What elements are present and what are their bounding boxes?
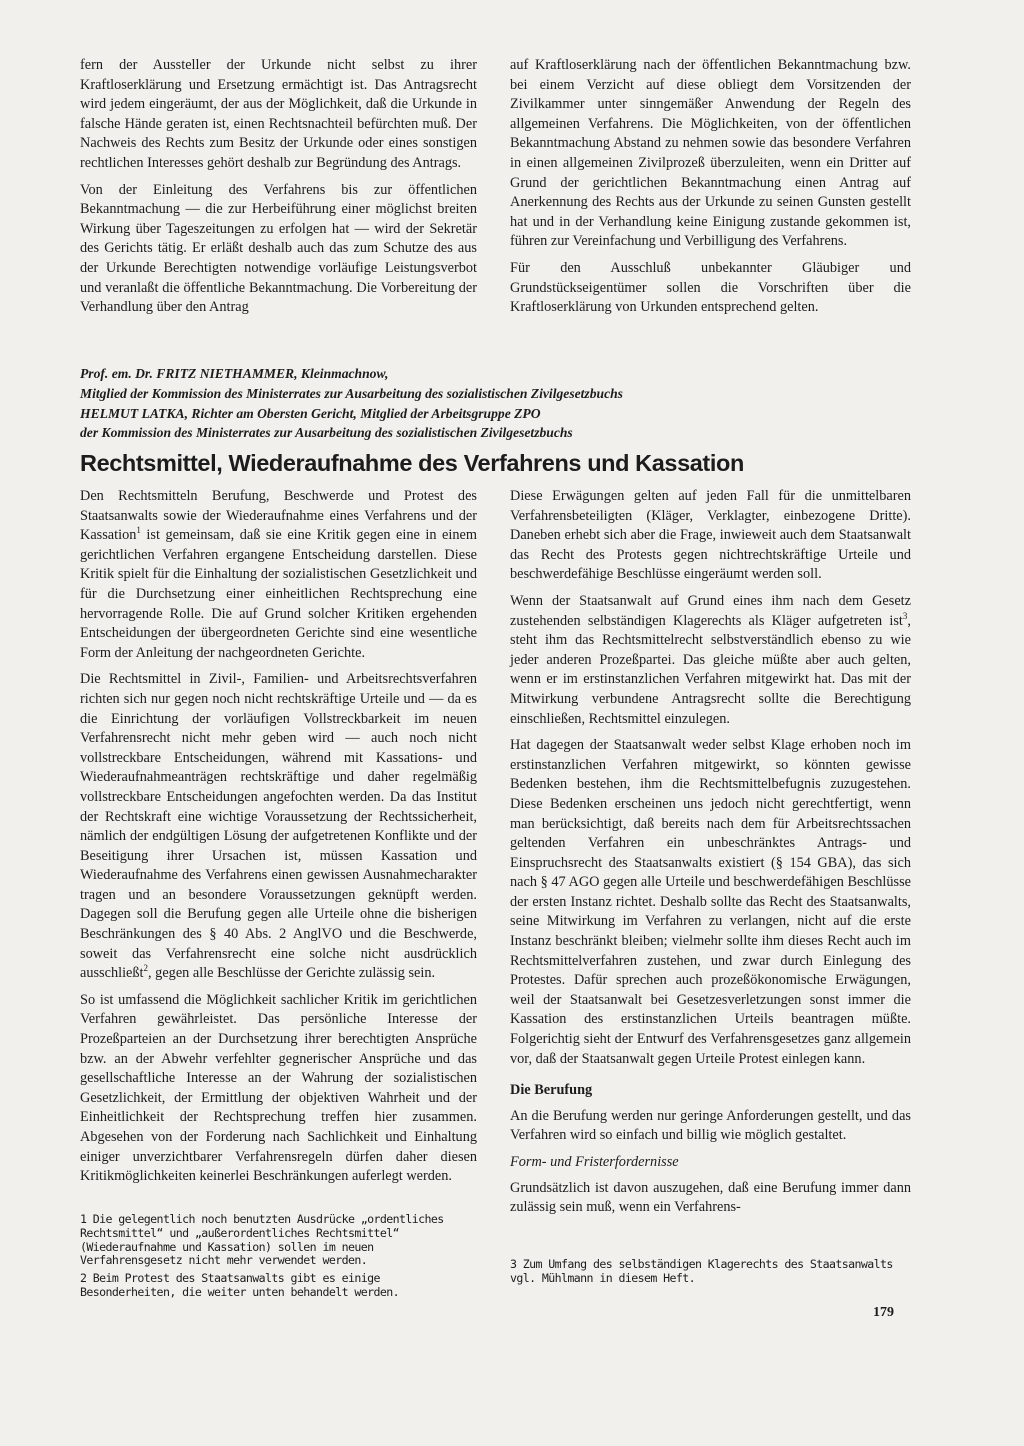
paragraph: Von der Einleitung des Verfahrens bis zur öffentlichen Bekanntmachung — die zur Herbeiführung einer möglichst breiten Wirkung über Tageszeitungen zu erfolgen hat — wird der Sekretär des Gerichts tätig. Er erläßt deshalb auch das zum Schutze des aus der Urkunde Berechtigten notwendige vorläufige Leistungsverbot und veranlaßt die öffentliche Bekanntmachung. Die Vorbereitung der Verhandlung über den Antrag xyxy=(80,181,477,316)
footnote-ref: 2 xyxy=(143,963,149,974)
paragraph: An die Berufung werden nur geringe Anforderungen gestellt, und das Verfahren wird so einfach und billig wie möglich gestaltet. xyxy=(510,1107,911,1144)
author-line: der Kommission des Ministerrates zur Ausarbeitung des sozialistischen Zivilgesetzbuchs xyxy=(80,425,573,441)
footnotes-left xyxy=(80,1213,477,1304)
paragraph xyxy=(80,670,477,984)
paragraph: auf Kraftloserklärung nach der öffentlichen Bekanntmachung bzw. bei einem Verzicht auf diese obliegt dem Vorsitzenden der Zivilkammer unter sinngemäßer Anwendung der Regeln des allgemeinen Verfahrens. Die Möglichkeiten, von der öffentlichen Bekanntmachung Abstand zu nehmen sowie das besondere Verfahren in einen allgemeinen Zivilprozeß überzuleiten, wenn ein Dritter auf Grund der gerichtlichen Bekanntmachung einen Antrag auf Anerkennung des Rechts aus der Urkunde zu seinen Gunsten gestellt hat und in der Verhandlung keine Einigung zustande gekommen ist, führen zur Vereinfachung und Verbilligung des Verfahrens. xyxy=(510,57,911,250)
paragraph xyxy=(80,487,477,663)
footnote-ref: 3 xyxy=(902,610,908,621)
text-run: , steht ihm das Rechtsmittelrecht selbstverständlich ebenso zu wie jeder anderen Prozeßpartei. Das gleiche müßte aber auch gelten, wenn er im erstinstanzlichen Verfahren mitgewirkt hat. Das mit der Mitwirkung verbundene Antragsrecht sollte die Berechtigung einschließen, Rechtsmittel einzulegen. xyxy=(510,612,911,727)
paragraph: fern der Aussteller der Urkunde nicht selbst zu ihrer Kraftloserklärung und Ersetzung ermächtigt ist. Das Antragsrecht wird jedem eingeräumt, der aus der Möglichkeit, daß die Urkunde in falsche Hände geraten ist, einen Rechtsnachteil befürchten muß. Der Nachweis des Rechts zum Besitz der Urkunde oder eines sonstigen rechtlichen Interesses gehört deshalb zur Begründung des Antrags. xyxy=(80,57,477,171)
text-run: Die Rechtsmittel in Zivil-, Familien- und Arbeitsrechtsverfahren richten sich nur gegen noch nicht rechtskräftige Urteile und — da es die Einrichtung der vorläufigen Vollstreckbarkeit im neuen Verfahrensrecht nicht mehr geben wird — auch noch nicht vollstreckbare Entscheidungen, während mit Kassations- und Wiederaufnahmeanträgen rechtskräftige und daher regelmäßig vollstreckbare Entscheidungen angefochten werden. Da das Institut der Rechtskraft eine wichtige Voraussetzung der Rechtssicherheit, nämlich der endgültigen Lösung der aufgetretenen Konflikte und der Beseitigung ihrer Ursachen ist, müssen Kassation und Wiederaufnahme des Verfahrens einen gewissen Ausnahmecharakter tragen und an besondere Voraussetzungen geknüpft werden. Dagegen soll die Berufung gegen alle Urteile ohne die bisherigen Beschränkungen des § 40 Abs. 2 AnglVO und die Beschwerde, soweit das Verfahrensrecht eine solche nicht ausdrücklich ausschließt xyxy=(80,671,477,982)
paragraph: So ist umfassend die Möglichkeit sachlicher Kritik im gerichtlichen Verfahren gewährleistet. Das persönliche Interesse der Prozeßparteien an der Durchsetzung ihrer berechtigten Ansprüche bzw. an der Abwehr verfehlter gegnerischer Ansprüche und das gesellschaftliche Interesse an der Wahrung der sozialistischen Gesetzlichkeit, der Ermittlung der objektiven Wahrheit und der Einheitlichkeit der Rechtsprechung treffen hier zusammen. Abgesehen von der Forderung nach Sachlichkeit und Einhaltung einiger unverzichtbarer Verfahrensregeln dürfen daher diesen Kritikmöglichkeiten keinerlei Beschränkungen auferlegt werden. xyxy=(80,991,477,1185)
top-right-column xyxy=(510,56,911,325)
paragraph: Für den Ausschluß unbekannter Gläubiger und Grundstückseigentümer sollen die Vorschriften über die Kraftloserklärung von Urkunden entsprechend gelten. xyxy=(510,259,911,316)
author-line: Mitglied der Kommission des Ministerrates zur Ausarbeitung des sozialistischen Zivilgesetzbuchs xyxy=(80,385,623,401)
author-line: HELMUT LATKA, Richter am Obersten Gericht, Mitglied der Arbeitsgruppe ZPO xyxy=(80,405,541,421)
subsection-heading: Form- und Fristerfordernisse xyxy=(510,1154,679,1170)
section-heading: Die Berufung xyxy=(510,1082,593,1099)
article-right-column xyxy=(510,487,911,1225)
article-title: Rechtsmittel, Wiederaufnahme des Verfahrens und Kassation xyxy=(80,450,744,476)
paragraph: Hat dagegen der Staatsanwalt weder selbst Klage erhoben noch im erstinstanzlichen Verfahren mitgewirkt, so könnten gewisse Bedenken bestehen, ihm die Rechtsmittelbefugnis zuzugestehen. Diese Bedenken erscheinen uns jedoch nicht gerechtfertigt, wenn man berücksichtigt, daß bereits nach dem für Arbeitsrechtssachen geltenden Verfahren ein unbeschränktes Antrags- und Einspruchsrecht des Staatsanwalts existiert (§ 154 GBA), das sich nach § 47 AGO gegen alle Urteile und beschwerdefähigen Beschlüsse der ersten Instanz richtet. Deshalb sollte das Recht des Staatsanwalts, seine Mitwirkung im Verfahren zu verlangen, nicht auf die erste Instanz beschränkt bleiben; vielmehr sollte ihm dieses Recht auch im Rechtsmittelverfahren zustehen, und zwar durch Einlegung des Protestes. Dafür sprechen auch prozeßökonomische Erwägungen, weil der Staatsanwalt bei Gesetzesverletzungen sonst immer die Kassation des erstinstanzlichen Urteils beantragen müßte. Folgerichtig sieht der Entwurf des Verfahrensgesetzes ganz allgemein vor, daß der Staatsanwalt gegen Urteile Protest einlegen kann. xyxy=(510,737,911,1067)
paragraph: Grundsätzlich ist davon auszugehen, daß eine Berufung immer dann zulässig sein muß, wenn ein Verfahrens- xyxy=(510,1179,911,1216)
footnote-ref: 1 xyxy=(136,525,141,536)
footnotes-right xyxy=(510,1258,911,1290)
footnote: 1 Die gelegentlich noch benutzten Ausdrücke „ordentliches Rechtsmittel“ und „außerordentliches Rechtsmittel“ (Wiederaufnahme und Kassation) sollen im neuen Verfahrensgesetz nicht mehr verwendet werden. xyxy=(80,1212,444,1268)
footnote: 3 Zum Umfang des selbständigen Klagerechts des Staatsanwalts vgl. Mühlmann in diesem Heft. xyxy=(510,1257,893,1285)
paragraph xyxy=(510,592,911,729)
page-number: 179 xyxy=(873,1305,894,1320)
text-run: Den Rechtsmitteln Berufung, Beschwerde und Protest des Staatsanwalts sowie der Wiederaufnahme eines Verfahrens und der Kassation xyxy=(80,488,477,544)
article-left-column xyxy=(80,487,477,1194)
author-byline xyxy=(80,364,920,443)
text-run: , gegen alle Beschlüsse der Gerichte zulässig sein. xyxy=(148,965,436,982)
paragraph: Diese Erwägungen gelten auf jeden Fall für die unmittelbaren Verfahrensbeteiligten (Kläger, Verklagter, einbezogene Dritte). Daneben erhebt sich aber die Frage, inwieweit auch dem Staatsanwalt das Recht des Protests gegen nichtrechtskräftige Urteile und beschwerdefähige Beschlüsse eingeräumt werden soll. xyxy=(510,488,911,583)
footnote: 2 Beim Protest des Staatsanwalts gibt es einige Besonderheiten, die weiter unten behandelt werden. xyxy=(80,1271,400,1299)
author-line: Prof. em. Dr. FRITZ NIETHAMMER, Kleinmachnow, xyxy=(80,366,389,381)
text-run: Wenn der Staatsanwalt auf Grund eines ihm nach dem Gesetz zustehenden selbständigen Klagerechts als Kläger aufgetreten ist xyxy=(510,592,911,629)
top-left-column xyxy=(80,56,477,325)
text-run: ist gemeinsam, daß sie eine Kritik gegen eine in einem gerichtlichen Verfahren ergangene Entscheidung darstellen. Diese Kritik spielt für die Einhaltung der sozialistischen Gesetzlichkeit und für die Durchsetzung einer einheitlichen Rechtsprechung eine hervorragende Rolle. Die auf Grund solcher Kritiken ergehenden Entscheidungen der übergeordneten Gerichte sind eine wesentliche Form der Anleitung der nachgeordneten Gerichte. xyxy=(80,527,477,661)
